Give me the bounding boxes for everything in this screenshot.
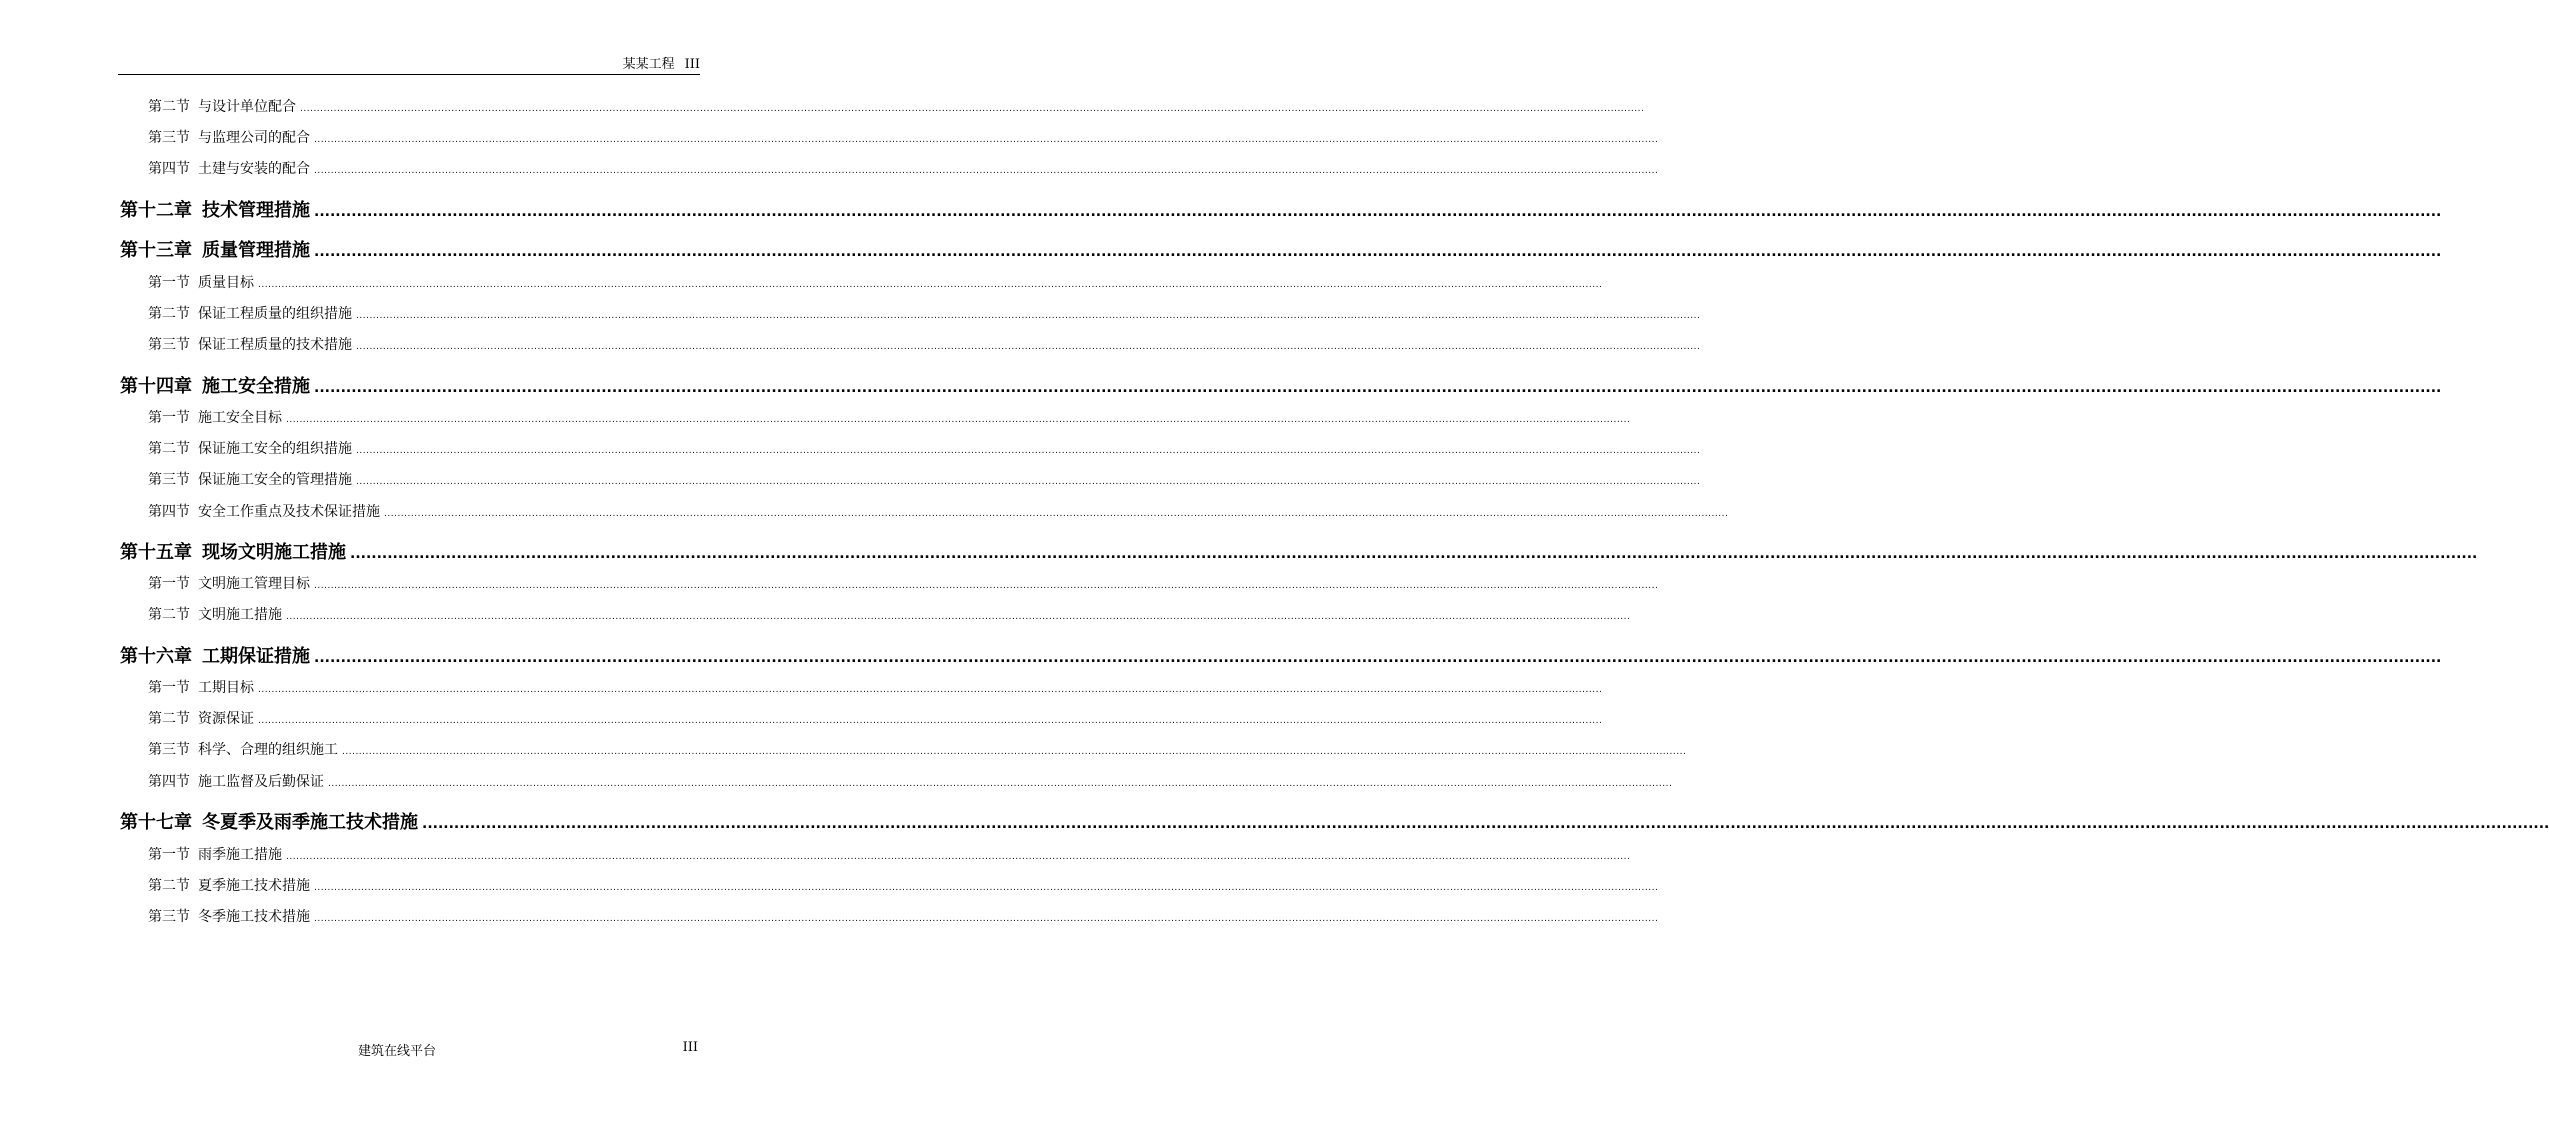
dot-leader: ................................................................................................................................................................................................................................................................................................................................................................................................................ [422,816,2549,832]
dot-leader: ................................................................................................................................................................................................................................................................................................................................................................................................................ [286,415,1631,425]
section-title: 施工监督及后勤保证 [198,774,324,790]
section-title: 质量目标 [198,275,254,291]
toc-section-entry[interactable] [120,844,1631,864]
toc-chapter-entry[interactable] [120,808,2549,834]
dot-leader: ................................................................................................................................................................................................................................................................................................................................................................................................................ [258,716,1603,726]
chapter-number: 第十四章 [120,376,192,397]
section-number: 第一节 [148,680,190,696]
section-number: 第二节 [148,711,190,727]
section-title: 安全工作重点及技术保证措施 [198,504,380,520]
toc-chapter-entry[interactable] [120,236,2442,262]
dot-leader: ................................................................................................................................................................................................................................................................................................................................................................................................................ [314,244,2442,260]
page-header [118,56,700,75]
toc-section-entry[interactable] [120,677,1603,697]
section-title: 与监理公司的配合 [198,130,310,146]
section-number: 第三节 [148,742,190,758]
toc-section-entry[interactable] [120,875,1659,895]
toc-chapter-entry[interactable] [120,538,2478,564]
toc-section-entry[interactable] [120,272,1603,292]
section-number: 第二节 [148,306,190,322]
toc-section-entry[interactable] [120,96,1645,116]
chapter-title: 工期保证措施 [202,646,310,667]
dot-leader: ................................................................................................................................................................................................................................................................................................................................................................................................................ [286,612,1631,622]
toc-chapter-entry[interactable] [120,196,2442,222]
dot-leader: ................................................................................................................................................................................................................................................................................................................................................................................................................ [314,166,1659,176]
section-number: 第四节 [148,161,190,177]
section-title: 保证工程质量的组织措施 [198,306,352,322]
chapter-title: 现场文明施工措施 [202,542,346,563]
toc-section-entry[interactable] [120,303,1701,323]
section-number: 第二节 [148,441,190,457]
section-number: 第二节 [148,878,190,894]
dot-leader: ................................................................................................................................................................................................................................................................................................................................................................................................................ [314,581,1659,591]
dot-leader: ................................................................................................................................................................................................................................................................................................................................................................................................................ [356,342,1701,352]
section-number: 第三节 [148,130,190,146]
toc-section-entry[interactable] [120,604,1631,624]
section-title: 雨季施工措施 [198,847,282,863]
toc-section-entry[interactable] [120,739,1687,759]
footer-page-number: III [682,1040,698,1055]
dot-leader: ................................................................................................................................................................................................................................................................................................................................................................................................................ [314,914,1659,924]
dot-leader: ................................................................................................................................................................................................................................................................................................................................................................................................................ [342,747,1687,757]
footer-text: 建筑在线平台 [357,1044,436,1059]
dot-leader: ................................................................................................................................................................................................................................................................................................................................................................................................................ [350,546,2478,562]
dot-leader: ................................................................................................................................................................................................................................................................................................................................................................................................................ [328,779,1673,789]
dot-leader: ................................................................................................................................................................................................................................................................................................................................................................................................................ [356,446,1701,456]
section-title: 资源保证 [198,711,254,727]
dot-leader: ................................................................................................................................................................................................................................................................................................................................................................................................................ [314,883,1659,893]
section-title: 工期目标 [198,680,254,696]
toc-chapter-entry[interactable] [120,642,2442,668]
section-title: 冬季施工技术措施 [198,909,310,925]
section-title: 文明施工措施 [198,607,282,623]
section-title: 与设计单位配合 [198,99,296,115]
section-title: 文明施工管理目标 [198,576,310,592]
chapter-title: 技术管理措施 [202,200,310,221]
dot-leader: ................................................................................................................................................................................................................................................................................................................................................................................................................ [356,477,1701,487]
dot-leader: ................................................................................................................................................................................................................................................................................................................................................................................................................ [384,509,1729,519]
toc-section-entry[interactable] [120,469,1701,489]
toc-section-entry[interactable] [120,438,1701,458]
dot-leader: ................................................................................................................................................................................................................................................................................................................................................................................................................ [314,650,2442,666]
chapter-number: 第十七章 [120,812,192,833]
chapter-number: 第十五章 [120,542,192,563]
section-number: 第四节 [148,774,190,790]
toc-section-entry[interactable] [120,334,1701,354]
section-number: 第一节 [148,275,190,291]
header-right [623,56,700,74]
section-number: 第二节 [148,99,190,115]
dot-leader: ................................................................................................................................................................................................................................................................................................................................................................................................................ [314,380,2442,396]
toc-section-entry[interactable] [120,127,1659,147]
dot-leader: ................................................................................................................................................................................................................................................................................................................................................................................................................ [258,685,1603,695]
chapter-title: 冬夏季及雨季施工技术措施 [202,812,418,833]
section-title: 土建与安装的配合 [198,161,310,177]
dot-leader: ................................................................................................................................................................................................................................................................................................................................................................................................................ [314,204,2442,220]
toc-section-entry[interactable] [120,573,1659,593]
header-page-number: III [684,57,700,72]
toc-chapter-entry[interactable] [120,372,2442,398]
section-number: 第一节 [148,410,190,426]
section-title: 保证施工安全的管理措施 [198,472,352,488]
section-number: 第二节 [148,607,190,623]
dot-leader: ................................................................................................................................................................................................................................................................................................................................................................................................................ [300,104,1645,114]
section-number: 第三节 [148,337,190,353]
section-number: 第四节 [148,504,190,520]
toc-section-entry[interactable] [120,501,1729,521]
section-title: 夏季施工技术措施 [198,878,310,894]
chapter-number: 第十三章 [120,240,192,261]
dot-leader: ................................................................................................................................................................................................................................................................................................................................................................................................................ [286,852,1631,862]
toc-section-entry[interactable] [120,407,1631,427]
toc-section-entry[interactable] [120,771,1673,791]
chapter-number: 第十二章 [120,200,192,221]
header-title: 某某工程 [622,57,675,72]
section-number: 第三节 [148,472,190,488]
dot-leader: ................................................................................................................................................................................................................................................................................................................................................................................................................ [314,135,1659,145]
chapter-title: 施工安全措施 [202,376,310,397]
section-title: 保证施工安全的组织措施 [198,441,352,457]
dot-leader: ................................................................................................................................................................................................................................................................................................................................................................................................................ [356,311,1701,321]
toc-section-entry[interactable] [120,158,1659,178]
section-number: 第一节 [148,847,190,863]
section-title: 科学、合理的组织施工 [198,742,338,758]
toc-section-entry[interactable] [120,906,1659,926]
dot-leader: ................................................................................................................................................................................................................................................................................................................................................................................................................ [258,280,1603,290]
chapter-title: 质量管理措施 [202,240,310,261]
section-number: 第三节 [148,909,190,925]
toc-section-entry[interactable] [120,708,1603,728]
section-number: 第一节 [148,576,190,592]
chapter-number: 第十六章 [120,646,192,667]
section-title: 保证工程质量的技术措施 [198,337,352,353]
section-title: 施工安全目标 [198,410,282,426]
